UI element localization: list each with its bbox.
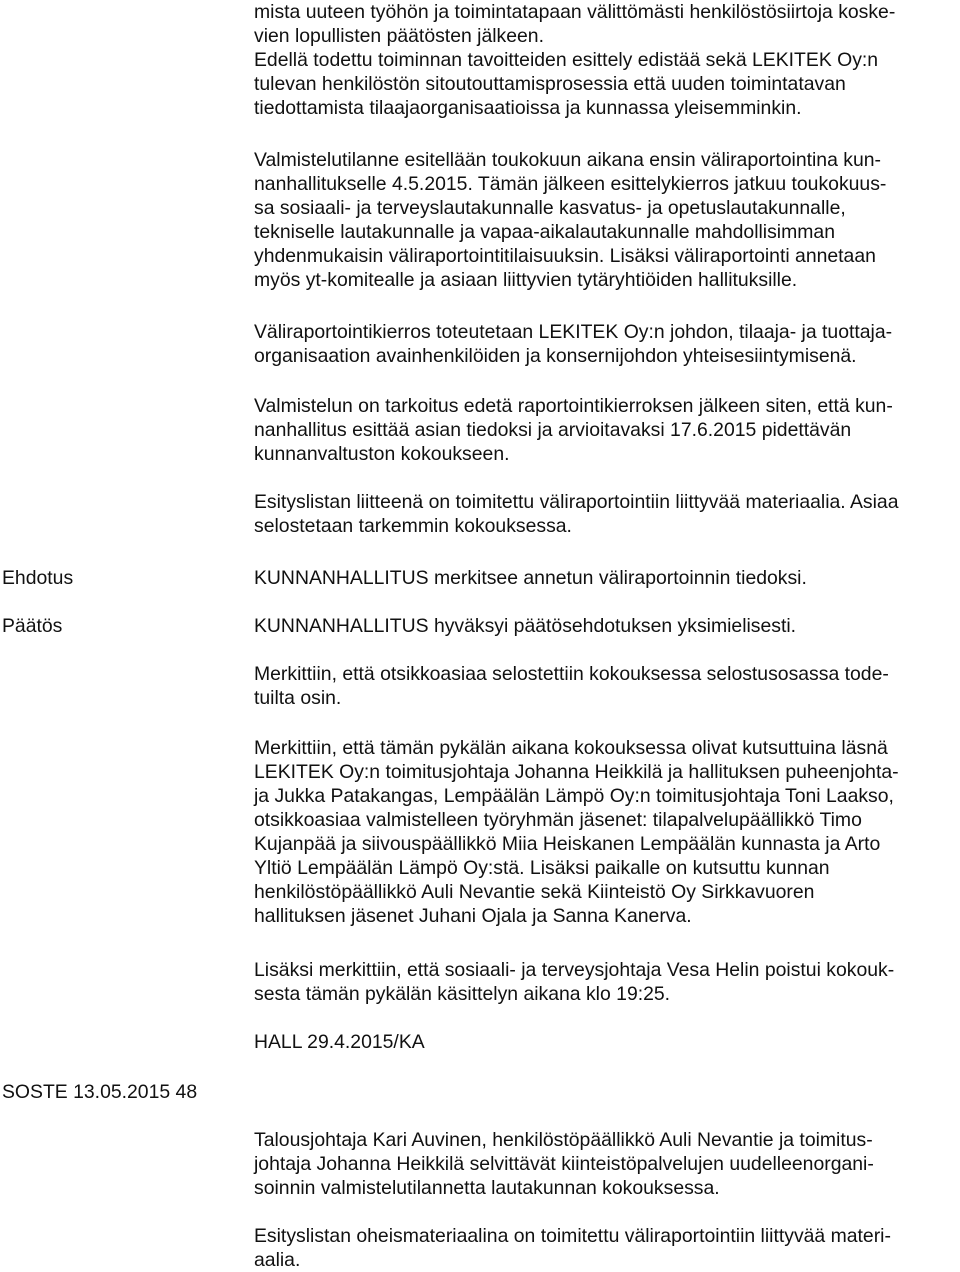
- text-line: mista uuteen työhön ja toimintatapaan välittömästi henkilöstösiirtoja koske-: [254, 1, 896, 23]
- paragraph-departure: [254, 958, 954, 1006]
- text-line: hallituksen jäsenet Juhani Ojala ja Sanna Kanerva.: [254, 905, 692, 927]
- text-line: Talousjohtaja Kari Auvinen, henkilöstöpäällikkö Auli Nevantie ja toimitus-: [254, 1129, 873, 1151]
- text-line: nanhallitus esittää asian tiedoksi ja arvioitavaksi 17.6.2015 pidettävän: [254, 419, 852, 441]
- text-line: ja Jukka Patakangas, Lempäälän Lämpö Oy:n toimitusjohtaja Toni Laakso,: [254, 785, 894, 807]
- text-line: aalia.: [254, 1249, 301, 1271]
- text-line: tekniselle lautakunnalle ja vapaa-aikalautakunnalle mahdollisimman: [254, 221, 835, 243]
- text-line: LEKITEK Oy:n toimitusjohtaja Johanna Heikkilä ja hallituksen puheenjohta-: [254, 761, 899, 783]
- text-line: Merkittiin, että otsikkoasiaa selostettiin kokouksessa selostusosassa tode-: [254, 663, 889, 685]
- text-line: selostetaan tarkemmin kokouksessa.: [254, 515, 572, 537]
- text-line: HALL 29.4.2015/KA: [254, 1031, 425, 1053]
- paragraph-attachment: [254, 490, 954, 538]
- text-line: organisaation avainhenkilöiden ja konsernijohdon yhteisesiintymisenä.: [254, 345, 857, 367]
- paragraph-hall-reference: [254, 1030, 954, 1054]
- text-line: Yltiö Lempäälän Lämpö Oy:stä. Lisäksi paikalle on kutsuttu kunnan: [254, 857, 830, 879]
- paragraph-preparation-status: [254, 148, 954, 292]
- paragraph-decision: [254, 614, 954, 638]
- text-line: tulevan henkilöstön sitoutouttamisprosessia että uuden toimintatavan: [254, 73, 846, 95]
- text-line: sa sosiaali- ja terveyslautakunnalle kasvatus- ja opetuslautakunnalle,: [254, 197, 846, 219]
- soste-meeting-reference: SOSTE 13.05.2015 48: [2, 1081, 198, 1103]
- paragraph-purpose: [254, 394, 954, 466]
- text-line: tiedottamista tilaajaorganisaatioissa ja kunnassa yleisemminkin.: [254, 97, 802, 119]
- text-line: nanhallitukselle 4.5.2015. Tämän jälkeen esittelykierros jatkuu toukokuus-: [254, 173, 887, 195]
- text-line: johtaja Johanna Heikkilä selvittävät kiinteistöpalvelujen uudelleenorgani-: [254, 1153, 874, 1175]
- paatos-label: Päätös: [2, 615, 63, 637]
- text-line: yhdenmukaisin väliraportointitilaisuuksin. Lisäksi väliraportointi annetaan: [254, 245, 876, 267]
- text-line: kunnanvaltuston kokoukseen.: [254, 443, 510, 465]
- paragraph-soste-attachment: [254, 1224, 954, 1272]
- text-line: Edellä todettu toiminnan tavoitteiden esittely edistää sekä LEKITEK Oy:n: [254, 49, 879, 71]
- paragraph-reporting-round: [254, 320, 954, 368]
- text-line: soinnin valmistelutilannetta lautakunnan kokouksessa.: [254, 1177, 720, 1199]
- paragraph-attendees: [254, 736, 954, 928]
- paragraph-proposal: [254, 566, 954, 590]
- paragraph-background: [254, 0, 954, 120]
- text-line: myös yt-komitealle ja asiaan liittyvien tytäryhtiöiden hallituksille.: [254, 269, 798, 291]
- text-line: Esityslistan liitteenä on toimitettu väliraportointiin liittyvää materiaalia. Asiaa: [254, 491, 899, 513]
- text-line: Valmistelun on tarkoitus edetä raportointikierroksen jälkeen siten, että kun-: [254, 395, 893, 417]
- text-line: Kujanpää ja siivouspäällikkö Miia Heiskanen Lempäälän kunnasta ja Arto: [254, 833, 881, 855]
- text-line: sesta tämän pykälän käsittelyn aikana klo 19:25.: [254, 983, 671, 1005]
- text-line: vien lopullisten päätösten jälkeen.: [254, 25, 544, 47]
- text-line: Lisäksi merkittiin, että sosiaali- ja terveysjohtaja Vesa Helin poistui kokouk-: [254, 959, 895, 981]
- text-line: tuilta osin.: [254, 687, 342, 709]
- text-line: Esityslistan oheismateriaalina on toimitettu väliraportointiin liittyvää materi-: [254, 1225, 891, 1247]
- ehdotus-label: Ehdotus: [2, 567, 74, 589]
- text-line: Valmistelutilanne esitellään toukokuun aikana ensin väliraportointina kun-: [254, 149, 881, 171]
- paragraph-noted-presentation: [254, 662, 954, 710]
- text-line: KUNNANHALLITUS merkitsee annetun väliraportoinnin tiedoksi.: [254, 567, 807, 589]
- text-line: otsikkoasiaa valmistelleen työryhmän jäsenet: tilapalvelupäällikkö Timo: [254, 809, 862, 831]
- text-line: KUNNANHALLITUS hyväksyi päätösehdotuksen yksimielisesti.: [254, 615, 797, 637]
- text-line: Väliraportointikierros toteutetaan LEKITEK Oy:n johdon, tilaaja- ja tuottaja-: [254, 321, 893, 343]
- text-line: Merkittiin, että tämän pykälän aikana kokouksessa olivat kutsuttuina läsnä: [254, 737, 888, 759]
- paragraph-soste-presentation: [254, 1128, 954, 1200]
- text-line: henkilöstöpäällikkö Auli Nevantie sekä Kiinteistö Oy Sirkkavuoren: [254, 881, 815, 903]
